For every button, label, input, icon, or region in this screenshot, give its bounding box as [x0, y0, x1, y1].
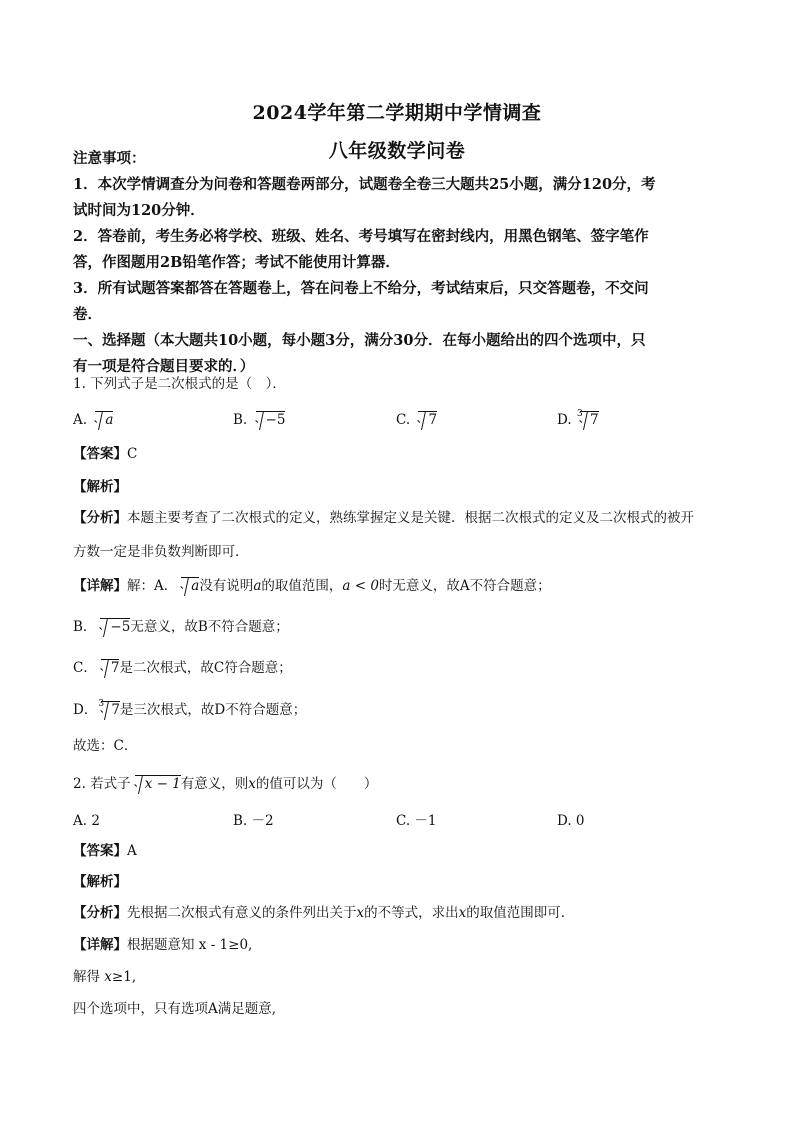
- q1-detail-c-radical: 7: [101, 659, 120, 677]
- q1-detail-a: 【详解】解：A． a没有说明a的取值范围，a < 0时无意义，故A不符合题意；: [73, 578, 551, 594]
- q1-detail-c: C． 7是二次根式，故C符合题意；: [73, 660, 292, 676]
- q1-option-a-radical: a: [95, 411, 113, 429]
- q1-option-b: [233, 410, 285, 430]
- q2-option-b: B. －2: [233, 813, 274, 829]
- q1-option-c-radical: 7: [418, 411, 437, 429]
- notice-item-1-line-2: 试时间为120分钟．: [73, 202, 205, 219]
- q1-detail-a-radical: a: [181, 577, 199, 595]
- q2-fenxi: 【分析】先根据二次根式有意义的条件列出关于x的不等式，求出x的取值范围即可．: [73, 905, 575, 921]
- q1-fenxi-line-1: 本题主要考查了二次根式的定义，熟练掌握定义是关键．根据二次根式的定义及二次根式的被开: [127, 510, 694, 526]
- exam-subtitle: 八年级数学问卷: [328, 140, 466, 162]
- q1-detail-d-radical: 3 7: [98, 699, 120, 718]
- q1-detail-b-radical: −5: [100, 618, 130, 636]
- notice-item-3-line-2: 卷．: [73, 306, 102, 323]
- q1-fenxi-tag: 【分析】: [73, 510, 127, 526]
- exam-title: 2024学年第二学期期中学情调查: [252, 102, 542, 124]
- q1-option-d: [557, 410, 599, 430]
- notice-item-2-line-2: 答，作图题用2B铅笔作答；考试不能使用计算器．: [73, 254, 400, 271]
- q2-answer-tag: 【答案】: [73, 843, 127, 859]
- q1-detail-tag: 【详解】: [73, 578, 127, 594]
- section-1-line-2: 有一项是符合题目要求的．）: [73, 358, 255, 375]
- notice-item-1-line-1: 1．本次学情调查分为问卷和答题卷两部分，试题卷全卷三大题共25小题，满分120分，考: [73, 176, 656, 193]
- q1-option-b-label: B.: [233, 412, 248, 428]
- q2-option-a: A. 2: [73, 813, 100, 829]
- q2-detail-tag: 【详解】: [73, 937, 127, 953]
- q1-answer-value: C: [127, 446, 138, 462]
- q1-fenxi: [73, 505, 721, 565]
- notice-item-2-line-1: 2．答卷前，考生务必将学校、班级、姓名、考号填写在密封线内，用黑色钢笔、签字笔作: [73, 228, 649, 245]
- notice-item-3-line-1: 3．所有试题答案都答在答题卷上，答在问卷上不给分，考试结束后，只交答题卷，不交问: [73, 280, 649, 297]
- q1-answer: [73, 441, 721, 467]
- q2-detail-1: 【详解】根据题意知 x - 1≥0,: [73, 937, 253, 953]
- notice-block: [73, 146, 721, 380]
- q1-detail-b: B． −5无意义，故B不符合题意；: [73, 619, 289, 635]
- q1-conclusion: 故选：C．: [73, 738, 138, 754]
- q1-option-a: [73, 410, 113, 430]
- q1-option-d-radical: 3 7: [576, 409, 599, 428]
- section-1-line-1: 一、选择题（本大题共10小题，每小题3分，满分30分．在每小题给出的四个选项中，只: [73, 332, 646, 349]
- q2-option-c: C. －1: [396, 813, 437, 829]
- q1-option-d-label: D.: [557, 412, 572, 428]
- q1-analysis-tag: 【解析】: [73, 479, 127, 495]
- q1-option-a-label: A.: [73, 412, 88, 428]
- q1-answer-tag: 【答案】: [73, 446, 127, 462]
- q2-detail-3: 四个选项中，只有选项A满足题意,: [73, 1001, 277, 1017]
- q2-option-d: D. 0: [557, 813, 585, 829]
- q1-fenxi-line-2: 方数一定是非负数判断即可．: [73, 544, 249, 560]
- q2-detail-2: 解得 x≥1,: [73, 969, 137, 985]
- q1-option-c-label: C.: [396, 412, 411, 428]
- q2-fenxi-tag: 【分析】: [73, 905, 127, 921]
- q1-detail-d: D． 3 7是三次根式，故D不符合题意；: [73, 699, 307, 718]
- q2-answer: [73, 838, 721, 864]
- q1-option-b-radical: −5: [256, 411, 286, 429]
- q2-answer-value: A: [127, 843, 137, 859]
- q1-stem: 1. 下列式子是二次根式的是（ ）．: [73, 376, 286, 392]
- q2-stem-radical: x − 1: [135, 775, 181, 793]
- q2-analysis-tag: 【解析】: [73, 874, 127, 890]
- q1-option-c: [396, 410, 437, 430]
- q2-stem: 2. 若式子 x − 1有意义，则x的值可以为（ ）: [73, 776, 378, 792]
- notice-heading: 注意事项：: [73, 150, 146, 167]
